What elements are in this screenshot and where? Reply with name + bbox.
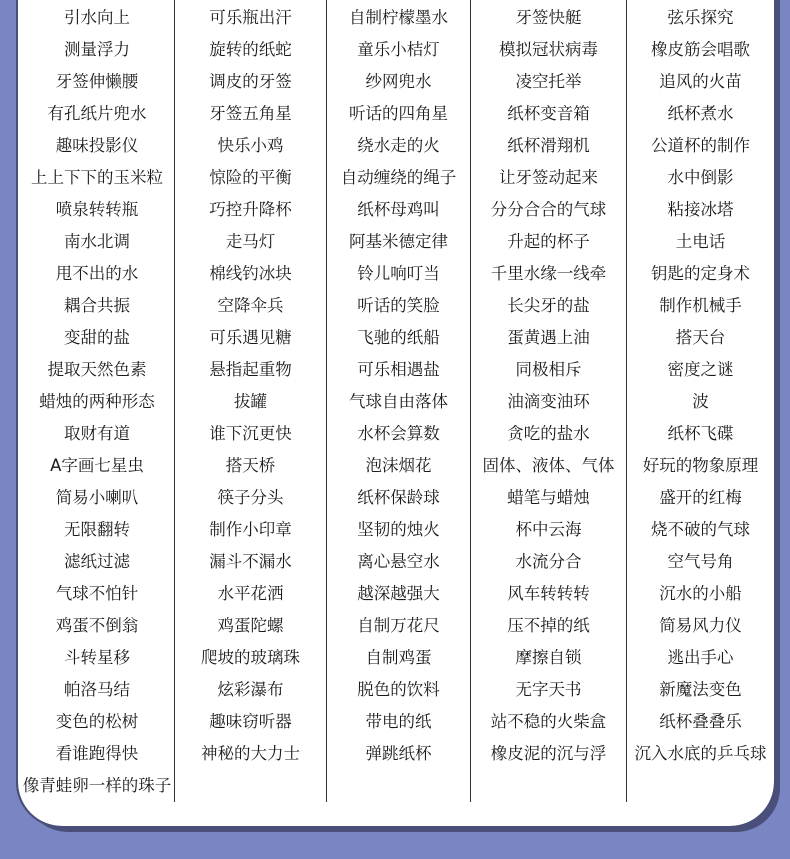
experiment-item: 升起的杯子 [507,232,590,251]
experiment-item: 漏斗不漏水 [209,552,292,571]
experiment-item: 绕水走的火 [357,136,440,155]
experiment-item: 变色的松树 [55,712,139,731]
experiment-item: 新魔法变色 [659,680,742,699]
experiment-item: 耦合共振 [64,296,130,315]
experiment-item: 凌空托举 [515,72,582,91]
experiment-item: 盛开的红梅 [659,488,742,507]
experiment-item: 长尖牙的盐 [507,296,590,315]
experiment-item: 自制鸡蛋 [365,648,432,667]
experiment-item: 水平花洒 [217,584,284,603]
experiment-item: 趣味投影仪 [55,136,139,155]
experiment-item: 纸杯变音箱 [507,104,590,123]
experiment-item: 千里水缘一线牵 [490,264,607,283]
experiment-item: 气球不怕针 [55,584,139,603]
experiment-item: 离心悬空水 [357,552,440,571]
experiment-item: 搭天台 [675,328,726,347]
experiment-item: 滤纸过滤 [64,552,130,571]
experiment-item: 分分合合的气球 [490,200,607,219]
experiment-item: 让牙签动起来 [499,168,598,187]
experiment-item: 油滴变油环 [507,392,590,411]
experiment-item: 同极相斥 [515,360,582,379]
experiment-item: 带电的纸 [365,712,432,731]
experiment-item: 好玩的物象原理 [642,456,759,475]
experiment-item: 简易小喇叭 [55,488,139,507]
experiment-item: 纱网兜水 [365,72,432,91]
experiment-item: 神秘的大力士 [201,744,300,763]
experiment-item: 追风的火苗 [659,72,742,91]
experiment-item: 蛋黄遇上油 [507,328,590,347]
experiment-item: 南水北调 [64,232,130,251]
experiment-item: 喷泉转转瓶 [55,200,139,219]
experiment-item: 纸杯母鸡叫 [357,200,440,219]
experiment-item: 纸杯煮水 [667,104,734,123]
experiment-item: 纸杯滑翔机 [507,136,590,155]
experiment-item: 脱色的饮料 [357,680,440,699]
experiment-item: 坚韧的烛火 [357,520,440,539]
experiment-item: 有孔纸片兜水 [47,104,147,123]
experiment-item: 风车转转转 [507,584,590,603]
experiment-item: 可乐遇见糖 [209,328,292,347]
experiment-item: 搭天桥 [225,456,276,475]
experiment-item: 提取天然色素 [47,360,147,379]
experiment-item: 看谁跑得快 [55,744,139,763]
experiment-item: 引水向上 [64,8,130,27]
experiment-item: 弹跳纸杯 [365,744,432,763]
experiment-item: 土电话 [675,232,726,251]
experiment-item: 惊险的平衡 [209,168,292,187]
experiment-item: 制作机械手 [659,296,742,315]
experiment-item: 泡沫烟花 [365,456,432,475]
column-4 [470,0,626,802]
experiment-item: 空降伞兵 [217,296,284,315]
experiment-item: 蜡笔与蜡烛 [507,488,590,507]
experiment-item: 蜡烛的两种形态 [39,392,155,411]
experiment-item: 铃儿响叮当 [357,264,440,283]
experiment-item: 波 [692,392,709,411]
experiment-item: 自动缠绕的绳子 [340,168,457,187]
experiment-item: 制作小印章 [209,520,292,539]
experiment-item: 斗转星移 [64,648,130,667]
experiment-item: 沉入水底的乒乓球 [634,744,767,763]
experiment-item: 水杯会算数 [357,424,440,443]
experiment-item: 调皮的牙签 [209,72,292,91]
experiment-item: 变甜的盐 [64,328,130,347]
experiment-item: 牙签五角星 [209,104,292,123]
experiment-item: 爬坡的玻璃珠 [201,648,300,667]
experiment-item: 逃出手心 [667,648,734,667]
experiment-item: 沉水的小船 [659,584,742,603]
experiment-item: 听话的笑脸 [357,296,440,315]
experiment-item: 纸杯飞碟 [667,424,734,443]
experiment-item: 站不稳的火柴盒 [490,712,607,731]
experiment-item: 鸡蛋陀螺 [217,616,284,635]
experiment-item: 鸡蛋不倒翁 [55,616,139,635]
experiment-item: 水中倒影 [667,168,734,187]
experiment-item: 筷子分头 [217,488,284,507]
experiment-item: 走马灯 [225,232,276,251]
experiment-item: 旋转的纸蛇 [209,40,292,59]
experiment-item: 快乐小鸡 [217,136,284,155]
experiment-item: 棉线钓冰块 [209,264,292,283]
column-2 [174,0,326,802]
experiment-item: 巧控升降杯 [209,200,292,219]
experiment-item: 模拟冠状病毒 [499,40,598,59]
experiment-item: 固体、液体、气体 [482,456,615,475]
experiment-item: 自制万花尺 [357,616,440,635]
experiment-item: 橡皮筋会唱歌 [651,40,750,59]
experiment-item: 摩擦自锁 [515,648,582,667]
experiment-item: 取财有道 [64,424,130,443]
experiment-item: 无限翻转 [64,520,130,539]
experiment-item: 气球自由落体 [349,392,448,411]
column-3 [326,0,470,802]
experiment-item: 阿基米德定律 [349,232,448,251]
experiment-item: 悬指起重物 [209,360,292,379]
experiment-item: 密度之谜 [667,360,734,379]
experiment-item: 无字天书 [515,680,582,699]
column-1 [20,0,174,802]
experiment-item: 飞驰的纸船 [357,328,440,347]
experiment-item: 钥匙的定身术 [651,264,750,283]
experiment-item: 童乐小桔灯 [357,40,440,59]
experiment-item: 甩不出的水 [55,264,139,283]
experiment-item: 像青蛙卵一样的珠子 [22,776,172,795]
experiment-item: 听话的四角星 [349,104,448,123]
experiment-item: 越深越强大 [357,584,440,603]
experiment-item: 牙签伸懒腰 [55,72,139,91]
experiment-item: 纸杯保龄球 [357,488,440,507]
experiment-item: 水流分合 [515,552,582,571]
experiment-item: 压不掉的纸 [507,616,590,635]
experiment-item: 趣味窃听器 [209,712,292,731]
experiment-item: 谁下沉更快 [209,424,292,443]
experiment-item: 弦乐探究 [667,8,734,27]
experiment-item: 纸杯叠叠乐 [659,712,742,731]
experiment-item: 烧不破的气球 [651,520,750,539]
experiment-item: 牙签快艇 [515,8,582,27]
experiment-item: 橡皮泥的沉与浮 [490,744,607,763]
experiment-item: 炫彩瀑布 [217,680,284,699]
experiment-item: 空气号角 [667,552,734,571]
experiment-item: 上上下下的玉米粒 [31,168,163,187]
experiment-item: 拔罐 [234,392,267,411]
experiment-item: 粘接冰塔 [667,200,734,219]
experiment-item: 测量浮力 [64,40,130,59]
experiment-item: A字画七星虫 [50,456,144,475]
experiment-item: 简易风力仪 [659,616,742,635]
column-5 [626,0,774,802]
experiment-item: 贪吃的盐水 [507,424,590,443]
experiment-item: 可乐瓶出汗 [209,8,292,27]
experiment-item: 帕洛马结 [64,680,130,699]
experiment-item: 自制柠檬墨水 [349,8,448,27]
experiment-item: 杯中云海 [515,520,582,539]
experiment-item: 可乐相遇盐 [357,360,440,379]
experiment-item: 公道杯的制作 [651,136,750,155]
